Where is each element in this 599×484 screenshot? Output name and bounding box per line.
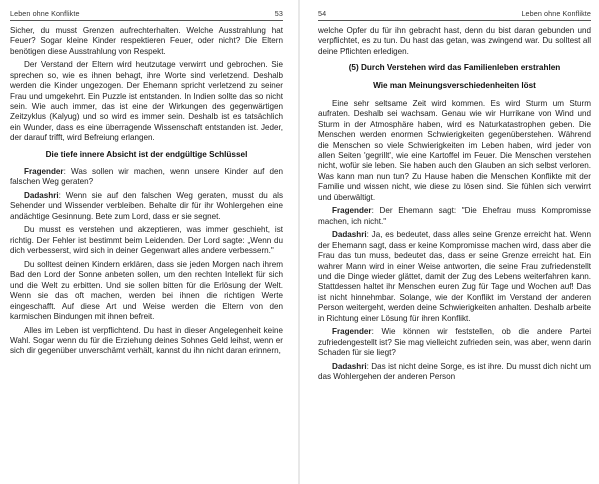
dialogue-paragraph bbox=[318, 206, 591, 227]
running-title: Leben ohne Konflikte bbox=[521, 9, 591, 18]
dialogue-paragraph bbox=[10, 167, 283, 188]
paragraph: Sicher, du musst Grenzen aufrechterhalten. Welche Ausstrahlung hat Feuer? Sogar kleine Kinder respektieren Feuer, oder nicht? Die Eltern benötigen diese Ausstrahlung von Respekt. bbox=[10, 26, 283, 56]
paragraph: Du solltest deinen Kindern erklären, dass sie jeden Morgen nach ihrem Bad den Lord der Sonne anbeten sollen, um den rechten Intellekt für sich und die Welt zu erbitten. Und sie sollen bitten für die Erlösung der Welt. Wenn sie das oft machen, werden bei ihnen die richtigen Werte eingeschafft. Auf diese Art und Weise werden die Eltern von den karmischen Bindungen mit ihnen befreit. bbox=[10, 259, 283, 321]
dialogue-paragraph bbox=[318, 327, 591, 358]
dialogue-text: : Das ist nicht deine Sorge, es ist ihre. Du musst dich nicht um das Wohlergehen der anderen Person bbox=[318, 361, 591, 381]
paragraph: Eine sehr seltsame Zeit wird kommen. Es wird Sturm um Sturm aufraten. Deshalb sei wachsam. Genau wie wir Hurrikane von Wind und Sturm in der Atmosphäre haben, wird es Naturkatastrophen geben. Die Menschen werden enormen Schwierigkeiten gegenüberstehen. Während die Menschen so viele Schwierigkeiten im Leben haben, wird jeder von allen Seiten 'gegrillt', wie eine Kartoffel im Feuer. Die Menschen verstehen nicht, wofür sie leben. Sie haben auch den Glauben an sich selbst verloren. Was kann man nun tun? Zu Hause haben die Menschen Konflikte mit der Familie und wissen nicht, wie diese zu lösen sind. Sie fühlen sich verwirrt und überwältigt. bbox=[318, 99, 591, 202]
paragraph: Du musst es verstehen und akzeptieren, was immer geschieht, ist richtig. Der Fehler ist bestimmt beim Leidenden. Der Lord sagte: „Wenn du dich verbesserst, wird sich in deiner Gegenwart alles andere verbessern." bbox=[10, 225, 283, 256]
dialogue-text: : Wie können wir feststellen, ob die andere Partei zufriedengestellt ist? Sie mag vielleicht zufrieden sein, was aber, wenn darin Schaden für sie liegt? bbox=[318, 327, 591, 357]
dialogue-text: : Ja, es bedeutet, dass alles seine Grenze erreicht hat. Wenn der Ehemann sagt, dass er keine Kompromisse machen wird, dass aber die Frau das tun muss, bedeutet das, dass er seine Grenze erreicht hat. Ein wahrer Mann wird in einer Weise antworten, die seine Frau zufriedenstellt und die Dinge wieder glättet, damit der Zug des Lebens weiterfahren kann. Stattdessen haltet ihr Menschen euren Zug für Tage und Wochen auf! Das ist nicht hinnehmbar. Solange, wie der Konflikt im Verstand der anderen Person weitergeht, werden deine Schwierigkeiten anhalten. Deshalb arbeite in Richtung einer Lösung für ihren Konflikt. bbox=[318, 230, 591, 323]
header-rule bbox=[10, 20, 283, 21]
dialogue-text: : Der Ehemann sagt: "Die Ehefrau muss Kompromisse machen, ich nicht." bbox=[318, 206, 591, 226]
paragraph: Der Verstand der Eltern wird heutzutage verwirrt und gebrochen. Sie sprechen so, wie es ihnen behagt, ihre Worte sind verletzend. Deshalb werden die Kinder ungezogen. Der Ehemann spricht verletzend zu seiner Frau und umgekehrt. Ein Puzzle ist entstanden. In Indien sollte das so nicht sein. Wie auch immer, das ist eine der Wirkungen des gegenwärtigen Zeitzyklus (Kalyug) und so wird es immer sein. Deshalb ist es tatsächlich ein Wunder, dass es eine überragende Wissenschaft entstanden ist. Jeder, der darauf trifft, wird Befreiung erlangen. bbox=[10, 60, 283, 143]
section-subheading: Wie man Meinungsverschiedenheiten löst bbox=[373, 80, 536, 90]
page-number: 54 bbox=[318, 9, 327, 18]
speaker-label: Dadashri bbox=[332, 230, 367, 240]
dialogue-text: : Was sollen wir machen, wenn unsere Kinder auf den falschen Weg geraten? bbox=[10, 167, 283, 187]
left-page bbox=[0, 0, 299, 484]
dialogue-text: : Wenn sie auf den falschen Weg geraten, musst du als Sehender und Wissender verbleiben. Behalte dir für ihr Wohlergehen eine andächtige Gesinnung. Bete zum Lord, dass er sie segnet. bbox=[10, 191, 283, 221]
speaker-label: Fragender bbox=[332, 327, 372, 337]
dialogue-paragraph bbox=[10, 191, 283, 222]
running-title: Leben ohne Konflikte bbox=[10, 9, 80, 18]
paragraph: Alles im Leben ist verpflichtend. Du hast in dieser Angelegenheit keine Wahl. Sogar wenn du für die Erziehung deines Sohnes Geld leihst, wenn er sich dir gegenüber unverschämt verhält, kannst du ihn nicht daran erinnern, bbox=[10, 325, 283, 356]
section-heading: Die tiefe innere Absicht ist der endgültige Schlüssel bbox=[45, 149, 248, 159]
speaker-label: Dadashri bbox=[24, 191, 59, 201]
page-number: 53 bbox=[274, 9, 283, 18]
section-heading: (5) Durch Verstehen wird das Familienleben erstrahlen bbox=[348, 63, 561, 73]
speaker-label: Fragender bbox=[24, 167, 64, 177]
dialogue-paragraph bbox=[318, 230, 591, 324]
right-page bbox=[300, 0, 599, 484]
speaker-label: Dadashri bbox=[332, 361, 367, 371]
speaker-label: Fragender bbox=[332, 206, 372, 216]
dialogue-paragraph bbox=[318, 362, 591, 383]
header-rule bbox=[318, 20, 591, 21]
paragraph: welche Opfer du für ihn gebracht hast, denn du bist daran gebunden und verpflichtet, es zu tun. Du hast das getan, was zwingend war. Du solltest all deine Pflichten erledigen. bbox=[318, 26, 591, 56]
